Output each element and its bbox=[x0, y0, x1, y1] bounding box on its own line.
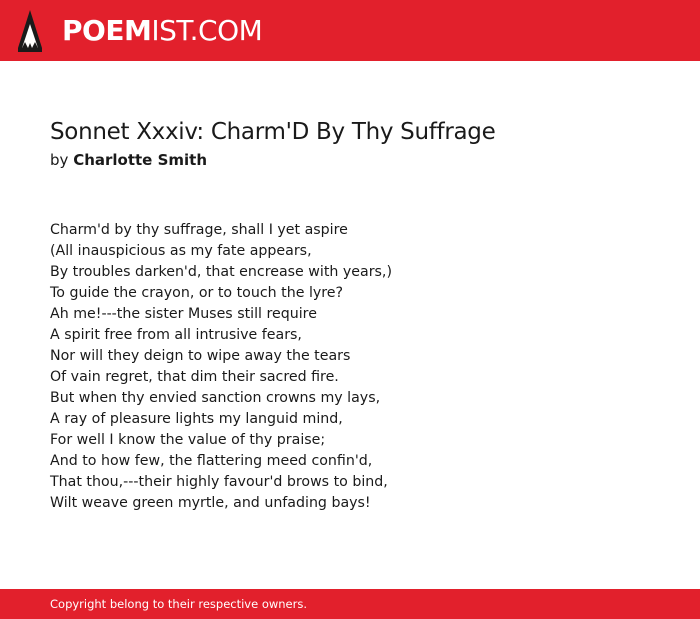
poem-line: And to how few, the flattering meed confin'd, bbox=[50, 453, 373, 469]
site-header bbox=[0, 0, 700, 61]
copyright-text: Copyright belong to their respective owners. bbox=[50, 597, 308, 611]
poem-line: By troubles darken'd, that encrease with years,) bbox=[50, 264, 392, 280]
poem-line: Of vain regret, that dim their sacred fire. bbox=[50, 369, 339, 385]
poem-line: That thou,---their highly favour'd brows to bind, bbox=[50, 474, 388, 490]
poem-content bbox=[50, 116, 650, 514]
logo-bold-text: POEM bbox=[62, 14, 152, 47]
poem-line: A spirit free from all intrusive fears, bbox=[50, 327, 302, 343]
poem-byline bbox=[50, 149, 650, 171]
logo-wordmark bbox=[62, 14, 263, 47]
poem-body bbox=[50, 220, 650, 514]
poem-title: Sonnet Xxxiv: Charm'D By Thy Suffrage bbox=[50, 119, 496, 145]
site-logo-link[interactable] bbox=[17, 8, 262, 54]
poem-line: To guide the crayon, or to touch the lyre? bbox=[50, 285, 344, 301]
poem-line: A ray of pleasure lights my languid mind, bbox=[50, 411, 343, 427]
poem-line: Wilt weave green myrtle, and unfading bays! bbox=[50, 495, 371, 511]
poem-line: (All inauspicious as my fate appears, bbox=[50, 243, 312, 259]
poem-line: Charm'd by thy suffrage, shall I yet aspire bbox=[50, 222, 348, 238]
pencil-icon bbox=[17, 9, 43, 53]
poem-line: Ah me!---the sister Muses still require bbox=[50, 306, 317, 322]
poem-author: Charlotte Smith bbox=[73, 151, 208, 169]
poem-line: Nor will they deign to wipe away the tears bbox=[50, 348, 351, 364]
poem-line: But when thy envied sanction crowns my lays, bbox=[50, 390, 381, 406]
poem-line: For well I know the value of thy praise; bbox=[50, 432, 326, 448]
by-label: by bbox=[50, 151, 69, 169]
logo-light-text: IST.COM bbox=[151, 14, 263, 47]
site-footer bbox=[0, 589, 700, 619]
